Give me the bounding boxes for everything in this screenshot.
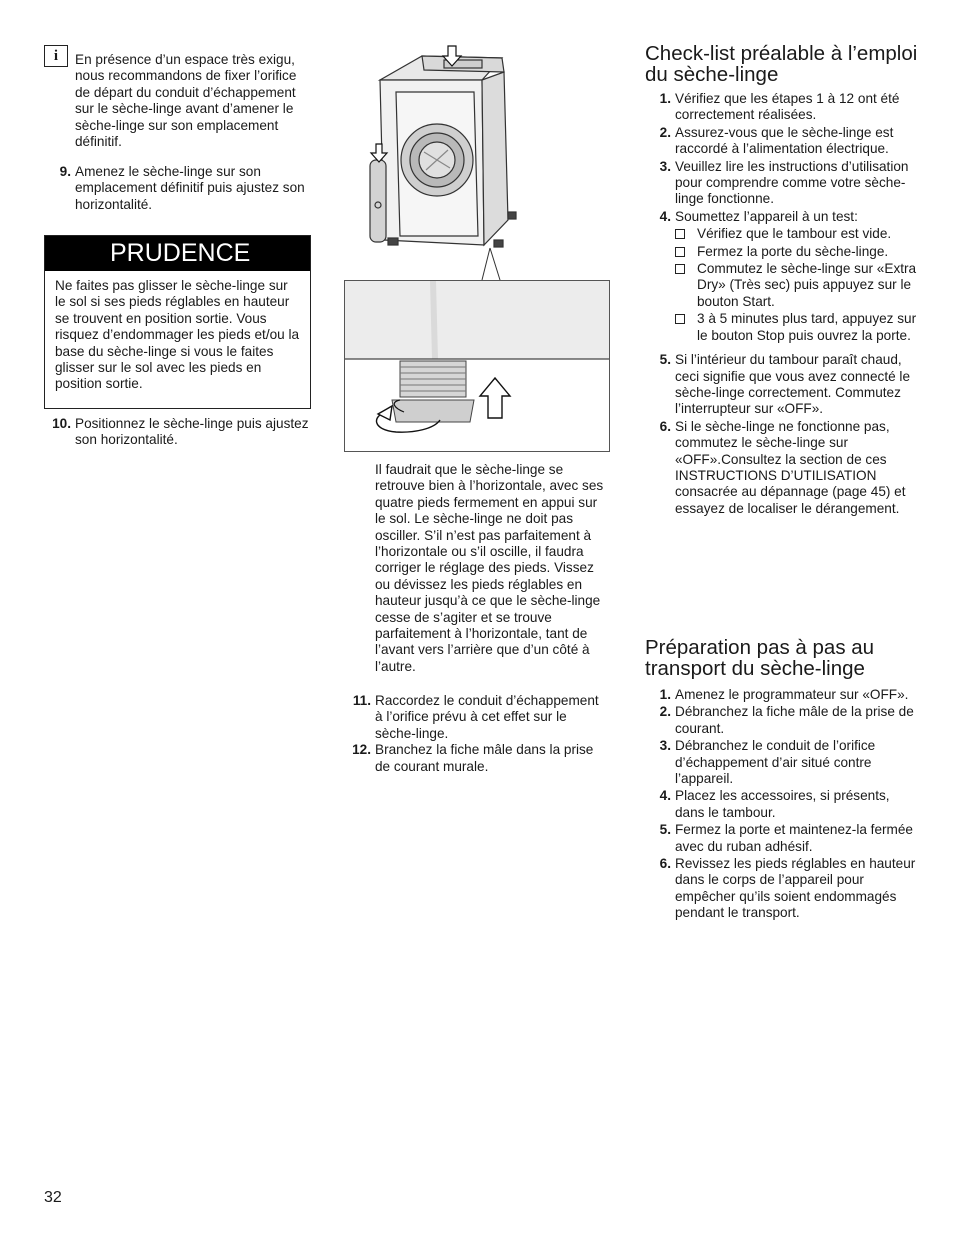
list-item	[345, 693, 610, 742]
step-number: 5.	[659, 352, 671, 368]
list-item	[645, 209, 920, 344]
caution-title: PRUDENCE	[45, 236, 310, 271]
step-number: 11.	[352, 693, 371, 708]
step-text: Raccordez le conduit d’échappement à l’orifice prévu à cet effet sur le sèche-linge.	[375, 693, 599, 741]
step-number: 6.	[659, 418, 671, 434]
step-10	[45, 416, 310, 449]
list-item	[45, 164, 310, 213]
sublist-text: Commutez le sèche-linge sur «Extra Dry» (Très sec) puis appuyez sur le bouton Start.	[697, 261, 917, 309]
step-text: Débranchez la fiche mâle de la prise de courant.	[675, 704, 914, 736]
list-item	[645, 704, 920, 737]
info-note-text: En présence d’un espace très exigu, nous recommandons de fixer l’orifice de départ du conduit d’échappement sur le sèche-linge avant d’amener le sèche-linge sur son emplacement définitif.	[75, 52, 297, 150]
list-item	[645, 419, 920, 517]
caution-text: Ne faites pas glisser le sèche-linge sur le sol si ses pieds réglables en hauteur se trouvent en position sortie. Vous risquez d’endommager les pieds et/ou la base du sèche-linge si vous le faites glisser sur le sol avec les pieds en position sortie.	[55, 278, 300, 392]
steps-11-12	[345, 693, 610, 775]
list-item	[645, 738, 920, 787]
dryer-leveling-illustration	[344, 40, 610, 452]
info-icon: i	[44, 45, 68, 67]
step-text: Si l’intérieur du tambour paraît chaud, ceci signifie que vous avez connecté le sèche-linge correctement. Commutez l’interrupteur sur «OFF».	[675, 352, 911, 417]
checklist	[645, 91, 920, 518]
page-number: 32	[44, 1189, 62, 1206]
step-text: Soumettez l’appareil à un test:	[675, 208, 858, 224]
step-number: 4.	[659, 208, 671, 224]
step-text: Amenez le sèche-linge sur son emplacement définitif puis ajustez son horizontalité.	[75, 164, 305, 212]
step-text: Si le sèche-linge ne fonctionne pas, commutez le sèche-linge sur «OFF».Consultez la section de ces INSTRUCTIONS D’UTILISATION consacrée au dépannage (page 45) et essayez de localiser le dérangement.	[675, 418, 906, 516]
step-text: Placez les accessoires, si présents, dans le tambour.	[675, 788, 890, 820]
step-text: Amenez le programmateur sur «OFF».	[675, 687, 909, 702]
step-number: 10.	[52, 416, 71, 431]
leveling-paragraph: Il faudrait que le sèche-linge se retrouve bien à l’horizontale, avec ses quatre pieds fermement en appui sur le sol. Le sèche-linge ne doit pas osciller. S’il n’est pas parfaitement à l’horizontale ou s’il oscille, il faudra corriger le réglage des pieds. Vissez ou dévissez les pieds réglables en hauteur jusqu’à ce que le sèche-linge cesse de s’agiter et se trouve parfaitement à l’horizontale, tant de l’avant vers l’arrière que d’un côté à l’autre.	[375, 462, 604, 674]
checkbox-icon	[675, 264, 685, 274]
sublist-text: 3 à 5 minutes plus tard, appuyez sur le bouton Stop puis ouvrez la porte.	[697, 311, 917, 343]
checkbox-icon	[675, 229, 685, 239]
step-number: 2.	[659, 704, 671, 720]
sublist-item	[675, 244, 920, 260]
step-9	[45, 164, 310, 213]
dryer-icon	[370, 56, 516, 247]
step-text: Débranchez le conduit de l’orifice d’échappement d’air situé contre l’appareil.	[675, 738, 876, 787]
list-item	[645, 125, 920, 158]
list-item	[645, 352, 920, 418]
checklist-heading: Check-list préalable à l’emploi du sèche-linge	[645, 42, 918, 86]
step-number: 3.	[659, 738, 671, 754]
sublist-text: Fermez la porte du sèche-linge.	[697, 243, 889, 259]
sublist-item	[675, 311, 920, 344]
list-item	[645, 822, 920, 855]
checkbox-icon	[675, 247, 685, 257]
sublist-item	[675, 226, 920, 242]
list-item	[345, 742, 610, 775]
transport-list	[645, 687, 920, 923]
test-sublist	[675, 226, 920, 344]
sublist-item	[675, 261, 920, 310]
list-item	[645, 856, 920, 922]
step-number: 1.	[659, 91, 671, 106]
step-number: 3.	[659, 158, 671, 174]
step-text: Veuillez lire les instructions d’utilisation pour comprendre comme votre sèche-linge fonctionne.	[675, 158, 909, 207]
step-text: Fermez la porte et maintenez-la fermée avec du ruban adhésif.	[675, 822, 913, 854]
step-text: Assurez-vous que le sèche-linge est raccordé à l’alimentation électrique.	[675, 124, 894, 157]
step-number: 6.	[659, 856, 671, 872]
step-text: Vérifiez que les étapes 1 à 12 ont été correctement réalisées.	[675, 91, 900, 123]
step-number: 2.	[659, 124, 671, 140]
caution-box	[44, 235, 311, 409]
step-text: Positionnez le sèche-linge puis ajustez son horizontalité.	[75, 416, 309, 448]
list-item	[645, 788, 920, 821]
list-item	[645, 91, 920, 124]
list-item	[645, 159, 920, 208]
step-number: 5.	[659, 822, 671, 838]
step-text: Revissez les pieds réglables en hauteur dans le corps de l’appareil pour empêcher qu’ils soient endommagés pendant le transport.	[675, 856, 916, 921]
transport-heading: Préparation pas à pas au transport du sèche-linge	[645, 636, 875, 680]
list-item	[645, 687, 920, 703]
step-number: 1.	[659, 687, 671, 702]
sublist-text: Vérifiez que le tambour est vide.	[697, 226, 892, 242]
step-text: Branchez la fiche mâle dans la prise de courant murale.	[375, 742, 594, 774]
step-number: 9.	[59, 164, 71, 179]
checkbox-icon	[675, 314, 685, 324]
step-number: 4.	[659, 788, 671, 804]
step-number: 12.	[352, 742, 371, 758]
list-item	[45, 416, 310, 449]
